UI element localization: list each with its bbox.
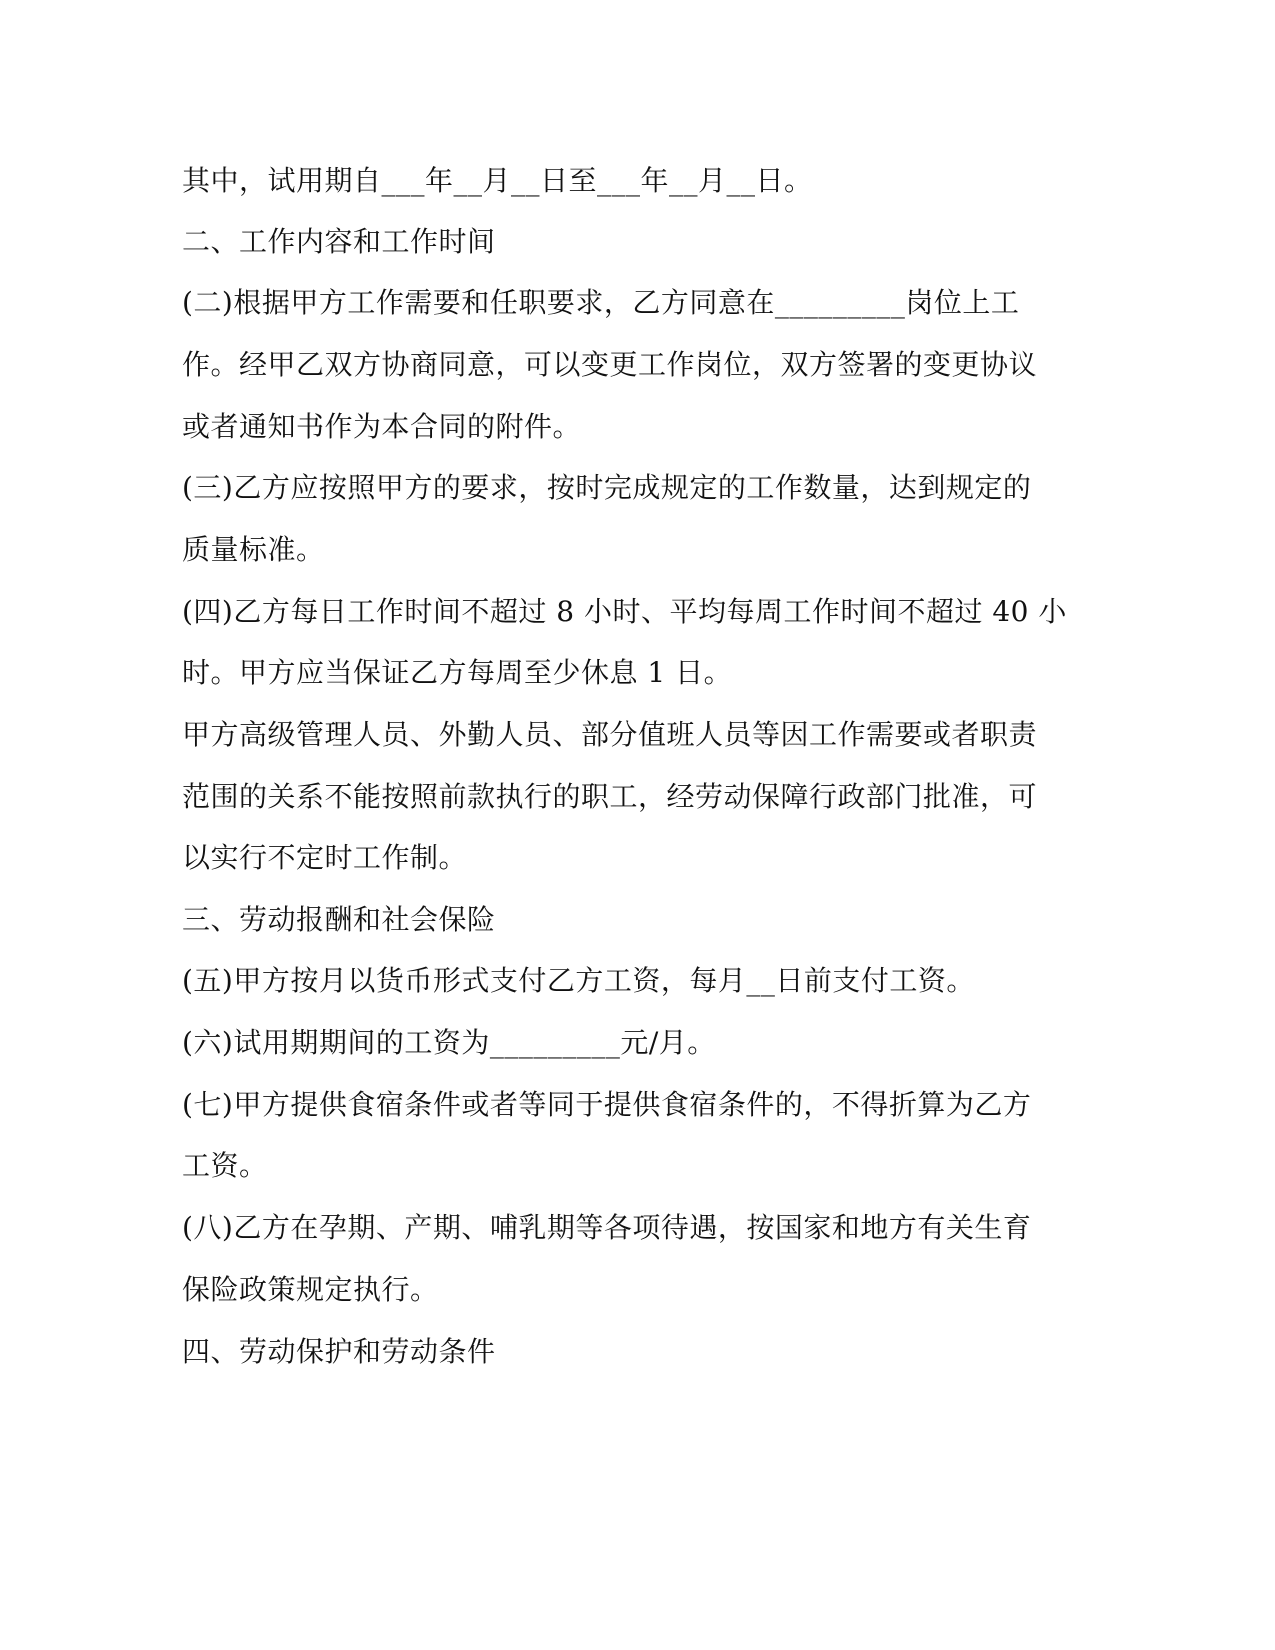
paragraph-line: 甲方高级管理人员、外勤人员、部分值班人员等因工作需要或者职责 [182, 718, 1038, 751]
paragraph-line: (七)甲方提供食宿条件或者等同于提供食宿条件的，不得折算为乙方 [182, 1088, 1032, 1121]
paragraph-line: (三)乙方应按照甲方的要求，按时完成规定的工作数量，达到规定的 [182, 471, 1032, 504]
paragraph-line: 质量标准。 [182, 533, 325, 566]
paragraph-line: 工资。 [182, 1149, 268, 1182]
paragraph-line: (六)试用期期间的工资为_________元/月。 [182, 1026, 716, 1059]
section-heading: 三、劳动报酬和社会保险 [182, 903, 496, 936]
paragraph-line: (二)根据甲方工作需要和任职要求，乙方同意在_________岗位上工 [182, 286, 1020, 319]
paragraph-line: 范围的关系不能按照前款执行的职工，经劳动保障行政部门批准，可 [182, 780, 1038, 813]
paragraph-line: 以实行不定时工作制。 [182, 841, 468, 874]
paragraph-line: 其中，试用期自___年__月__日至___年__月__日。 [182, 164, 813, 197]
paragraph-line: 保险政策规定执行。 [182, 1273, 439, 1306]
paragraph-line: (八)乙方在孕期、产期、哺乳期等各项待遇，按国家和地方有关生育 [182, 1211, 1032, 1244]
section-heading: 二、工作内容和工作时间 [182, 225, 496, 258]
paragraph-line: (五)甲方按月以货币形式支付乙方工资，每月__日前支付工资。 [182, 964, 975, 997]
paragraph-line: 作。经甲乙双方协商同意，可以变更工作岗位，双方签署的变更协议 [182, 348, 1038, 381]
section-heading: 四、劳动保护和劳动条件 [182, 1335, 496, 1368]
paragraph-line: (四)乙方每日工作时间不超过 8 小时、平均每周工作时间不超过 40 小 [182, 595, 1067, 628]
paragraph-line: 时。甲方应当保证乙方每周至少休息 1 日。 [182, 656, 733, 689]
paragraph-line: 或者通知书作为本合同的附件。 [182, 410, 582, 443]
